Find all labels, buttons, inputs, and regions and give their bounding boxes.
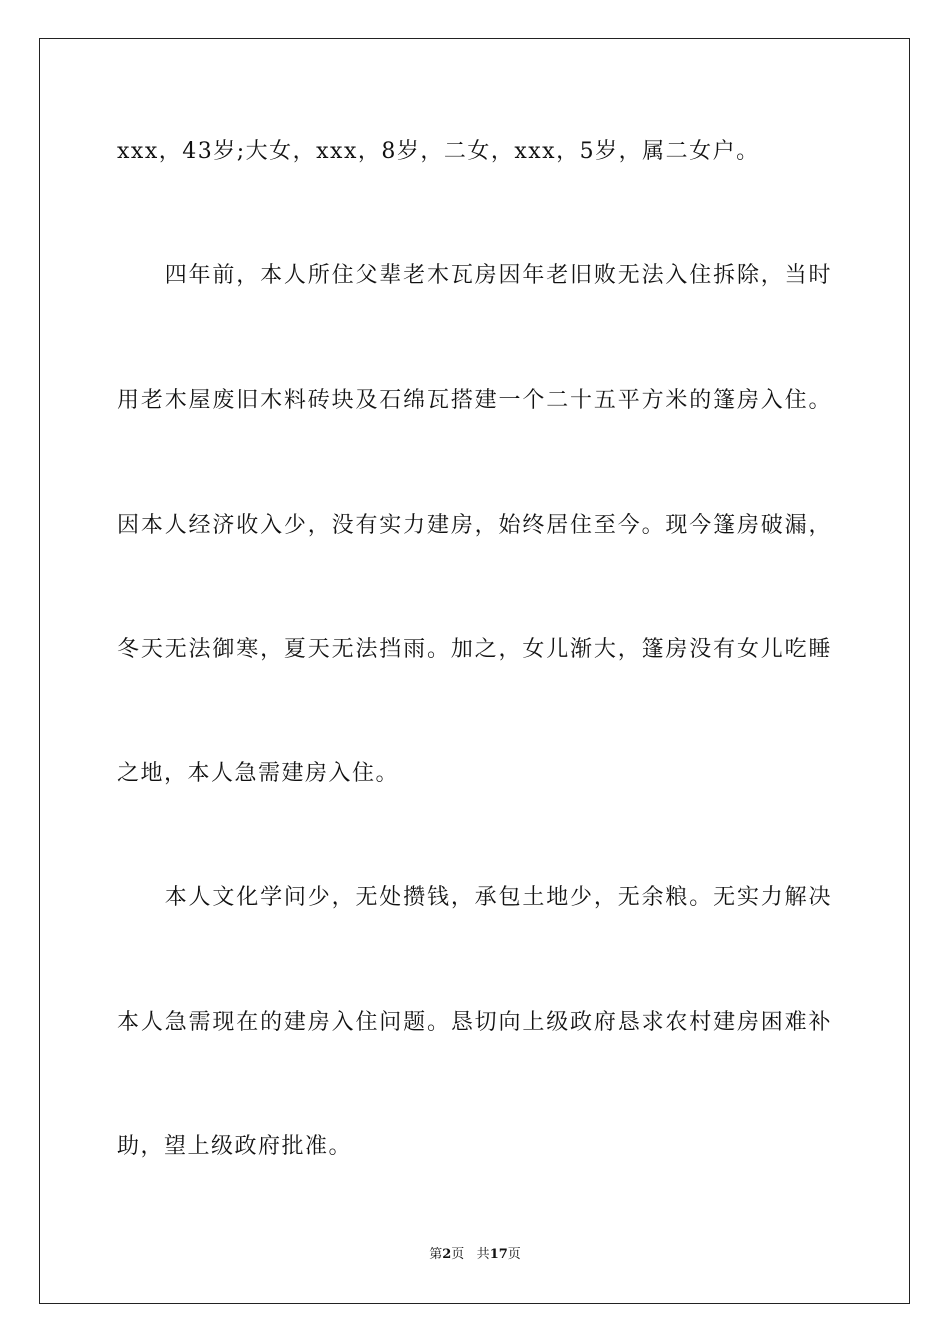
body-line-9: 助，望上级政府批准。 (117, 1134, 353, 1159)
body-line-2: 四年前，本人所住父辈老木瓦房因年老旧败无法入住拆除，当时 (117, 263, 832, 288)
page-border (39, 38, 910, 1304)
page-prefix: 第 (429, 1247, 443, 1262)
body-line-8: 本人急需现在的建房入住问题。恳切向上级政府恳求农村建房困难补 (117, 1010, 832, 1035)
body-line-7: 本人文化学问少，无处攒钱，承包土地少，无余粮。无实力解决 (117, 885, 832, 910)
total-suffix: 页 (507, 1247, 521, 1262)
body-line-3: 用老木屋废旧木料砖块及石绵瓦搭建一个二十五平方米的篷房入住。 (117, 388, 832, 413)
body-line-1: xxx，43岁;大女，xxx，8岁，二女，xxx，5岁，属二女户。 (117, 139, 760, 164)
body-line-4: 因本人经济收入少，没有实力建房，始终居住至今。现今篷房破漏， (117, 513, 832, 538)
page-footer (0, 1246, 950, 1264)
page-number: 2 (442, 1247, 452, 1262)
body-line-6: 之地，本人急需建房入住。 (117, 761, 400, 786)
total-prefix: 共 (476, 1247, 490, 1262)
body-line-5: 冬天无法御寒，夏天无法挡雨。加之，女儿渐大，篷房没有女儿吃睡 (117, 637, 832, 662)
total-pages: 17 (489, 1247, 508, 1262)
page-suffix: 页 (451, 1247, 465, 1262)
